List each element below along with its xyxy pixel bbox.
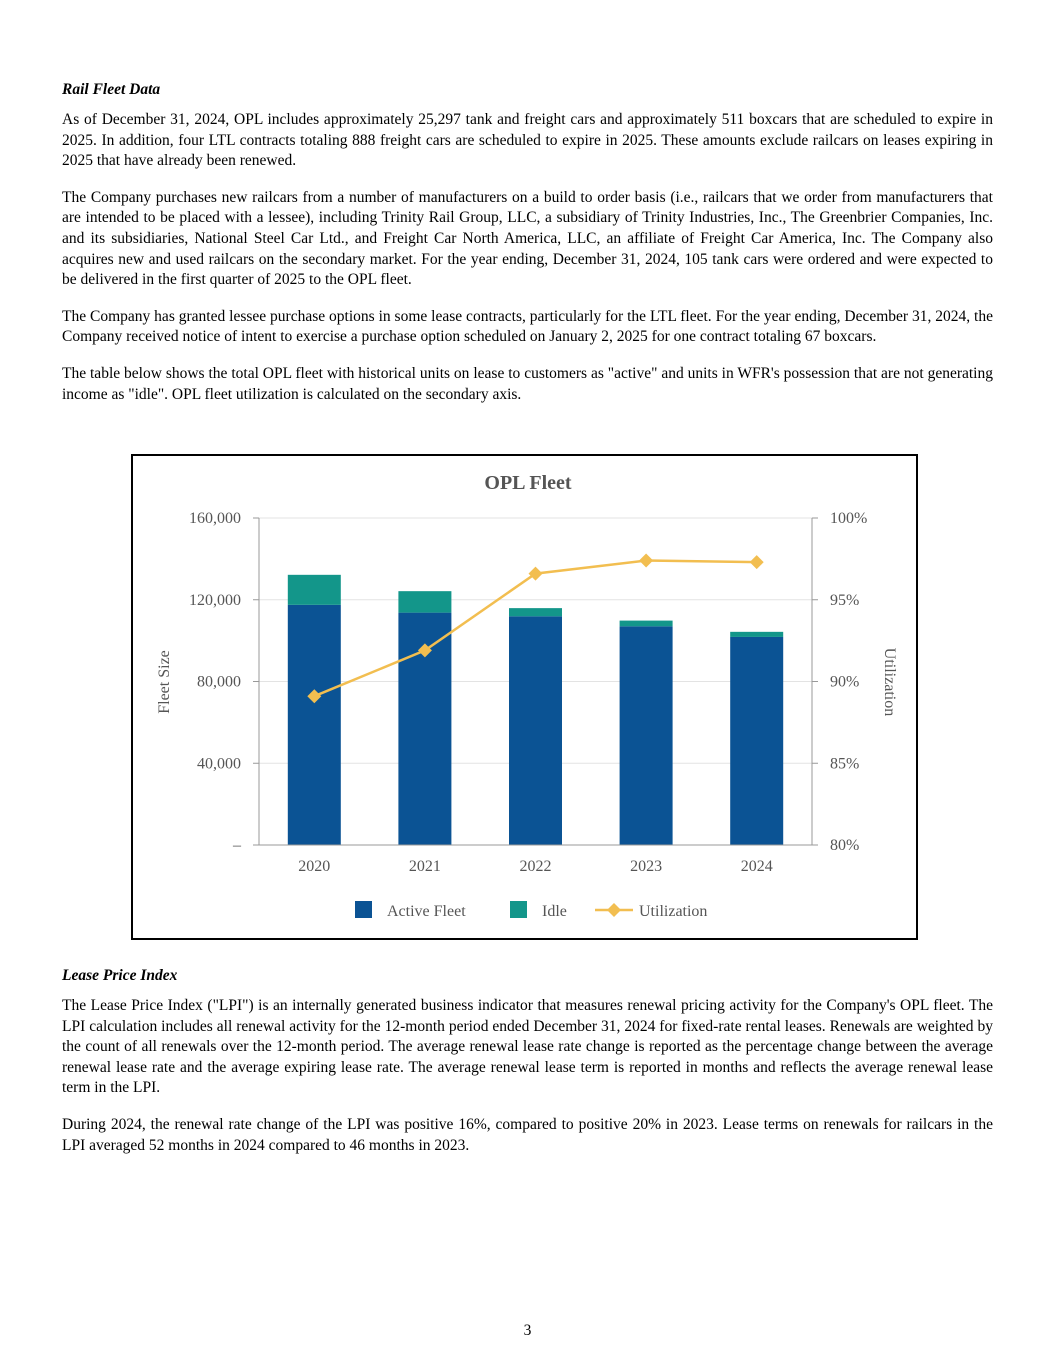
y-tick-label: – xyxy=(233,837,241,854)
y-tick-label: 40,000 xyxy=(197,755,241,773)
paragraph: The table below shows the total OPL fleet with historical units on lease to customers as "active" and units in WFR's possession that are not generating income as "idle". OPL fleet utilization is calculated on the secondary axis. xyxy=(62,364,993,403)
y2-tick-label: 100% xyxy=(830,510,868,527)
legend-label: Utilization xyxy=(639,903,708,920)
y2-tick-label: 95% xyxy=(830,591,860,609)
page-number: 3 xyxy=(523,1322,532,1339)
y-axis-label: Fleet Size xyxy=(156,650,173,714)
y-tick-label: 120,000 xyxy=(189,591,241,609)
x-tick-label: 2020 xyxy=(298,858,331,875)
section-lease-price-index xyxy=(62,966,993,1172)
bar-series xyxy=(288,575,783,845)
bar-idle-2024 xyxy=(730,632,783,637)
section-heading: Lease Price Index xyxy=(62,967,178,984)
paragraph: As of December 31, 2024, OPL includes approximately 25,297 tank and freight cars and approximately 511 boxcars that are scheduled to expire in 2025. In addition, four LTL contracts totaling 888 freight cars are scheduled to expire in 2025. These amounts exclude railcars on leases expiring in 2025 that have already been renewed. xyxy=(62,111,993,170)
paragraph: The Company has granted lessee purchase options in some lease contracts, particularly for the LTL fleet. For the year ending, December 31, 2024, the Company received notice of intent to exercise a purchase option scheduled on January 2, 2025 for one contract totaling 67 boxcars. xyxy=(62,307,993,346)
chart-svg xyxy=(133,456,915,937)
legend-label: Idle xyxy=(542,903,567,920)
bar-active-fleet-2022 xyxy=(509,616,562,845)
paragraph: The Company purchases new railcars from a number of manufacturers on a build to order basis (i.e., railcars that we order from manufacturers that are intended to be placed with a lessee), including Trinity Rail Group, LLC, a subsidiary of Trinity Industries, Inc., The Greenbrier Companies, Inc. and its subsidiaries, National Steel Car Ltd., and Freight Car North America, LLC, an affiliate of Freight Car America, Inc. The Company also acquires new and used railcars on the secondary market. For the year ending, December 31, 2024, 105 tank cars were ordered and were expected to be delivered in the first quarter of 2025 to the OPL fleet. xyxy=(62,188,993,289)
paragraph: During 2024, the renewal rate change of the LPI was positive 16%, compared to positive 20% in 2023. Lease terms on renewals for railcars in the LPI averaged 52 months in 2024 compared to 46 months in 2023. xyxy=(62,1115,993,1154)
bar-idle-2021 xyxy=(398,591,451,612)
paragraph: The Lease Price Index ("LPI") is an internally generated business indicator that measures renewal pricing activity for the Company's OPL fleet. The LPI calculation includes all renewal activity for the 12-month period ended December 31, 2024 for fixed-rate rental leases. Renewals are weighted by the count of all renewals over the 12-month period. The average renewal lease rate change is reported as the percentage change between the average renewal lease rate and the average expiring lease rate. The average renewal lease term is reported in months and reflects the average renewal lease term in the LPI. xyxy=(62,997,993,1097)
section-heading: Rail Fleet Data xyxy=(62,81,161,98)
bar-active-fleet-2024 xyxy=(730,637,783,845)
legend xyxy=(355,901,707,920)
legend-swatch-active-fleet xyxy=(355,901,372,918)
y-tick-label: 80,000 xyxy=(197,673,241,691)
legend-swatch-idle xyxy=(510,901,527,918)
y2-tick-label: 85% xyxy=(830,755,860,773)
chart-title: OPL Fleet xyxy=(484,472,572,494)
bar-active-fleet-2023 xyxy=(620,626,673,845)
legend-marker-utilization xyxy=(607,903,621,917)
x-tick-label: 2021 xyxy=(408,858,441,875)
utilization-point-2024 xyxy=(750,555,764,569)
x-tick-label: 2022 xyxy=(519,858,552,875)
y2-tick-label: 90% xyxy=(830,673,860,691)
opl-fleet-chart xyxy=(131,454,918,940)
bar-active-fleet-2020 xyxy=(288,605,341,845)
legend-label: Active Fleet xyxy=(387,903,466,920)
y-tick-label: 160,000 xyxy=(189,510,241,527)
y2-tick-label: 80% xyxy=(830,837,860,854)
x-tick-label: 2024 xyxy=(740,858,773,875)
bar-idle-2023 xyxy=(620,621,673,627)
utilization-point-2023 xyxy=(639,554,653,568)
y2-axis-label: Utilization xyxy=(881,647,898,717)
bar-idle-2022 xyxy=(509,608,562,616)
bar-idle-2020 xyxy=(288,575,341,605)
x-tick-label: 2023 xyxy=(630,858,663,875)
section-rail-fleet-data xyxy=(62,80,993,421)
